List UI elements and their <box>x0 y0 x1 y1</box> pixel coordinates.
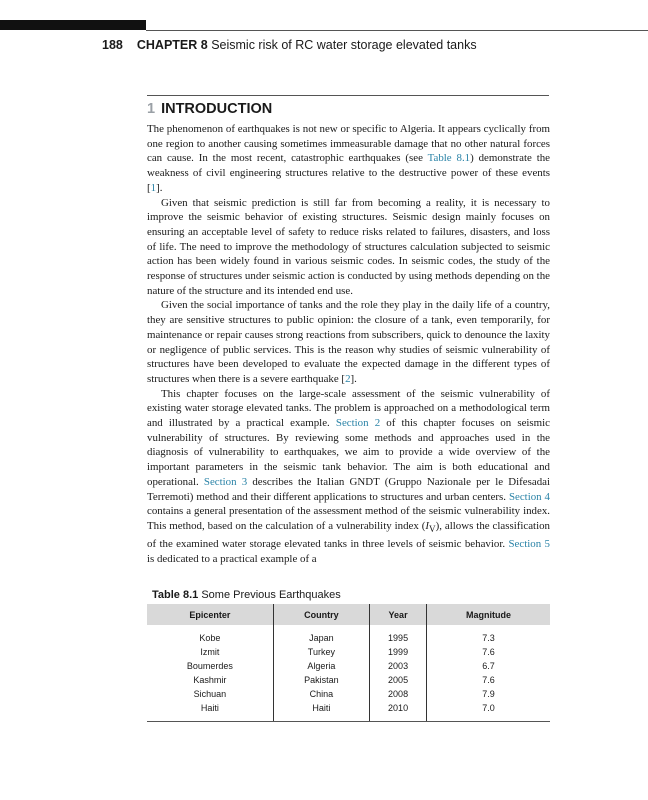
paragraph-text: contains a general presentation of the assessment method of the seismic vulnerability index. This method, based on the calculation of a vulnerability index ( <box>147 505 550 532</box>
paragraph-text: of this chapter focuses on seismic vulnerability of structures. By reviewing some methods and approaches used in the diagnosis of vulnerability to earthquakes, we aim to provide a wide overview of the important parameters in the seismic tank behavior. The aim is both educational and operational. <box>147 417 550 488</box>
section-reference-link[interactable]: Section 3 <box>203 475 248 488</box>
paragraph-1 <box>147 122 550 196</box>
cell-epicenter: Izmit <box>200 647 220 657</box>
body-text <box>147 122 550 566</box>
section-rule <box>147 95 549 96</box>
table-caption <box>152 589 341 601</box>
cell-country: Japan <box>273 625 369 645</box>
section-heading <box>147 101 272 117</box>
section-reference-link[interactable]: Section 4 <box>508 490 550 503</box>
cell-epicenter: Kobe <box>199 633 221 643</box>
vulnerability-index-subscript: V <box>429 524 436 535</box>
cell-epicenter: Sichuan <box>193 689 227 699</box>
cell-epicenter: Kashmir <box>193 675 227 685</box>
earthquakes-table <box>147 604 550 722</box>
table-row <box>147 673 550 687</box>
cell-country: Algeria <box>273 659 369 673</box>
table-reference-link[interactable]: Table 8.1 <box>427 152 471 165</box>
table-row <box>147 645 550 659</box>
paragraph-text: ]. <box>350 372 357 385</box>
cell-magnitude: 7.6 <box>427 645 550 659</box>
column-header-country: Country <box>273 604 369 625</box>
cell-magnitude: 6.7 <box>427 659 550 673</box>
column-header-magnitude: Magnitude <box>427 604 550 625</box>
cell-year: 1995 <box>370 625 427 645</box>
paragraph-text: ]. <box>156 181 163 194</box>
cell-year: 2008 <box>370 687 427 701</box>
cell-country: Turkey <box>273 645 369 659</box>
paragraph-2: Given that seismic prediction is still far from becoming a reality, it is necessary to improve the seismic behavior of existing structures. Seismic design mainly focuses on ensuring an acceptable level of safety to reduce risks related to failures, disasters, and loss of life. The need to improve the methodology of structures calculation subjected to seismic action has been widely found in various seismic codes. In seismic codes, the study of the response of structures under seismic action is conducted by using methods depending on the nature of the structure and its intended end use. <box>147 196 550 297</box>
table-row <box>147 687 550 701</box>
citation-link[interactable]: 2 <box>345 372 351 385</box>
section-reference-link[interactable]: Section 5 <box>508 537 551 550</box>
column-header-epicenter: Epicenter <box>147 604 273 625</box>
table-caption-label: Table 8.1 <box>152 589 199 601</box>
cell-magnitude: 7.9 <box>427 687 550 701</box>
header-rule <box>146 30 648 31</box>
paragraph-4 <box>147 387 550 567</box>
cell-magnitude: 7.0 <box>427 701 550 722</box>
cell-epicenter: Haiti <box>147 701 273 722</box>
table-row <box>147 659 550 673</box>
paragraph-text: ), allows the classification of the examined water storage elevated tanks in three levels of seismic behavior. <box>147 519 551 550</box>
section-number: 1 <box>147 101 156 117</box>
cell-year: 2003 <box>370 659 427 673</box>
table-row <box>147 701 550 722</box>
chapter-label: CHAPTER 8 <box>136 38 208 52</box>
table-row <box>147 625 550 645</box>
paragraph-text: ) demonstrate the weakness of civil engineering structures relative to the destructive power of these events [ <box>147 152 551 194</box>
citation-link[interactable]: 1 <box>150 181 157 194</box>
cell-country: Haiti <box>273 701 369 722</box>
table-header-row <box>147 604 550 625</box>
cell-country: China <box>273 687 369 701</box>
paragraph-text: is dedicated to a practical example of a <box>147 552 317 565</box>
section-reference-link[interactable]: Section 2 <box>335 417 381 430</box>
chapter-title: Seismic risk of RC water storage elevated tanks <box>211 38 477 52</box>
cell-year: 1999 <box>370 645 427 659</box>
paragraph-3 <box>147 298 550 386</box>
paragraph-text: The phenomenon of earthquakes is not new or specific to Algeria. It appears cyclically from one region to another causing sometimes immeasurable damage that no other natural forces can cause. In the most recent, catastrophic earthquakes (see <box>147 123 550 165</box>
column-header-year: Year <box>370 604 427 625</box>
page-number: 188 <box>102 38 123 52</box>
section-title: INTRODUCTION <box>161 101 273 117</box>
cell-country: Pakistan <box>273 673 369 687</box>
cell-magnitude: 7.3 <box>427 625 550 645</box>
paragraph-text: describes the Italian GNDT (Gruppo Nazionale per le Difesadai Terremoti) method and their different applications to structures and urban centers. <box>147 475 550 503</box>
table-caption-text: Some Previous Earthquakes <box>201 589 341 601</box>
cell-magnitude: 7.6 <box>427 673 550 687</box>
cell-year: 2005 <box>370 673 427 687</box>
header-black-bar <box>0 20 146 30</box>
cell-epicenter: Boumerdes <box>186 661 233 671</box>
vulnerability-index-symbol: I <box>425 519 430 532</box>
running-head <box>102 38 477 52</box>
cell-year: 2010 <box>370 701 427 722</box>
paragraph-text: This chapter focuses on the large-scale assessment of the seismic vulnerability of existing water storage elevated tanks. The problem is approached on a methodological term and illustrated by a practical example. <box>147 387 550 430</box>
paragraph-text: Given the social importance of tanks and the role they play in the daily life of a country, they are sensitive structures to public opinion: the closure of a tank, even temporarily, for maintenance or repair causes strong reactions from subscribers, quick to denounce the laxity or negligence of public services. This is the reason why studies of seismic vulnerability of structures have been developed to evaluate the expected damage in the different types of structures when there is a severe earthquake [ <box>147 299 550 385</box>
